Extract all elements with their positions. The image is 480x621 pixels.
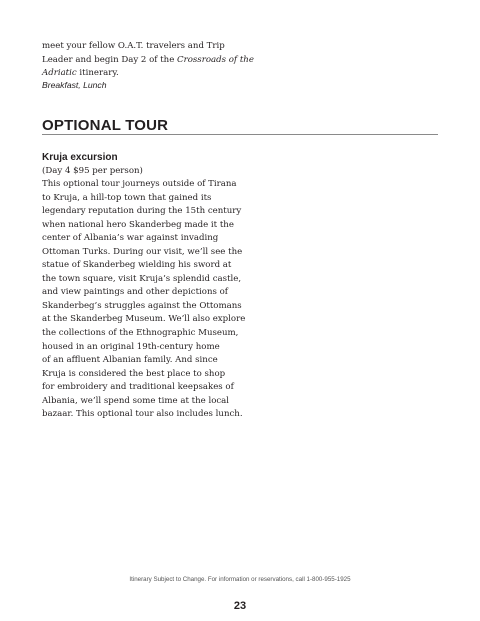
tour-description-line: Skanderbeg’s struggles against the Ottomans	[42, 300, 242, 311]
intro-line	[42, 67, 242, 81]
tour-description-line: bazaar. This optional tour also includes lunch.	[42, 409, 243, 420]
intro-text: itinerary.	[76, 68, 119, 79]
tour-description-line: legendary reputation during the 15th century	[42, 206, 242, 217]
tour-description-line: and view paintings and other depictions of	[42, 287, 228, 298]
intro-paragraph	[42, 40, 254, 81]
page-number: 23	[233, 600, 247, 612]
tour-description-line: at the Skanderbeg Museum. We’ll also explore	[42, 314, 246, 325]
intro-text: Leader and begin Day 2 of the	[42, 54, 178, 65]
tour-description-line: housed in an original 19th-century home	[42, 341, 220, 352]
tour-description-line: Albania, we’ll spend some time at the local	[42, 395, 230, 406]
tour-description-line: Ottoman Turks. During our visit, we’ll see the	[42, 246, 243, 257]
meals-included: Breakfast, Lunch	[42, 80, 107, 90]
tour-description-line: of an affluent Albanian family. And since	[42, 355, 218, 366]
section-heading: OPTIONAL TOUR	[42, 117, 169, 134]
intro-line: meet your fellow O.A.T. travelers and Trip	[42, 41, 225, 51]
tour-description-line: Kruja is considered the best place to shop	[42, 368, 226, 379]
tour-description	[42, 178, 246, 422]
tour-description-line: when national hero Skanderbeg made it the	[42, 219, 234, 230]
tour-description-line: for embroidery and traditional keepsakes of	[42, 382, 234, 393]
tour-title: Kruja excursion	[42, 152, 118, 163]
tour-description-line: the town square, visit Kruja’s splendid castle,	[42, 273, 242, 284]
footer-note: Itinerary Subject to Change. For information or reservations, call 1-800-955-1925	[129, 576, 351, 583]
tour-description-line: the collections of the Ethnographic Museum,	[42, 328, 239, 339]
itinerary-name: Adriatic	[42, 68, 77, 79]
section-divider	[42, 134, 438, 135]
tour-description-line: center of Albania’s war against invading	[42, 233, 219, 244]
tour-description-line: statue of Skanderbeg wielding his sword at	[42, 260, 232, 271]
tour-description-line: to Kruja, a hill-top town that gained its	[42, 192, 212, 203]
tour-description-line: This optional tour journeys outside of Tirana	[42, 179, 237, 189]
itinerary-name: Crossroads of the	[177, 54, 254, 65]
tour-price: (Day 4 $95 per person)	[42, 166, 143, 176]
intro-line	[42, 54, 254, 68]
